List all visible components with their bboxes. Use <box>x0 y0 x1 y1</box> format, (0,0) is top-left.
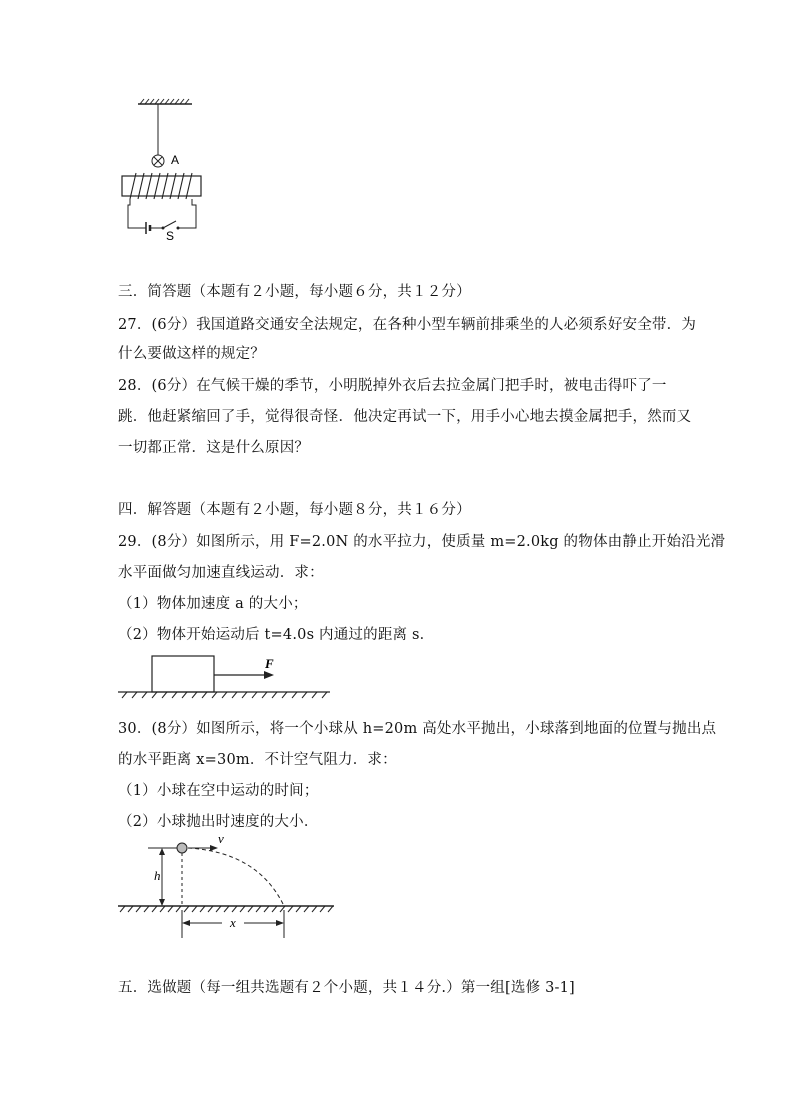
q30-line1: 30．(8分）如图所示，将一个小球从 h=20m 高处水平抛出，小球落到地面的位置与抛出点 <box>118 721 717 737</box>
distance-label: x <box>230 915 236 930</box>
solenoid-circuit-figure <box>110 95 220 245</box>
q27-line2: 什么要做这样的规定？ <box>118 346 265 362</box>
q28-line2: 跳．他赶紧缩回了手，觉得很奇怪．他决定再试一下，用手小心地去摸金属把手，然而又 <box>118 409 692 425</box>
switch-label: S <box>166 229 175 243</box>
block-force-figure <box>118 650 338 702</box>
q28-line3: 一切都正常．这是什么原因？ <box>118 440 310 456</box>
q27-line1: 27．(6分）我国道路交通安全法规定，在各种小型车辆前排乘坐的人必须系好安全带．为 <box>118 317 697 333</box>
q30-sub2: （2）小球抛出时速度的大小． <box>118 814 319 830</box>
q28-line1: 28．(6分）在气候干燥的季节，小明脱掉外衣后去拉金属门把手时，被电击得吓了一 <box>118 378 667 394</box>
section4-heading: 四．解答题（本题有２小题，每小题８分，共１６分） <box>118 502 471 518</box>
lamp-label: A <box>171 153 180 167</box>
section5-heading: 五．选做题（每一组共选题有２个小题，共１４分.）第一组[选修 3-1] <box>118 980 575 996</box>
force-label: F <box>265 656 274 671</box>
q29-line1: 29．(8分）如图所示，用 F=2.0N 的水平拉力，使质量 m=2.0kg 的物体由静止开始沿光滑 <box>118 534 726 550</box>
q30-sub1: （1）小球在空中运动的时间； <box>118 783 319 799</box>
velocity-label: v <box>218 831 224 846</box>
q30-line2: 的水平距离 x=30m．不计空气阻力．求： <box>118 752 397 768</box>
q29-sub2: （2）物体开始运动后 t=4.0s 内通过的距离 s． <box>118 627 435 643</box>
section3-heading: 三．简答题（本题有２小题，每小题６分，共１２分） <box>118 284 471 300</box>
projectile-figure <box>118 830 340 942</box>
height-label: h <box>154 868 161 883</box>
q29-line2: 水平面做匀加速直线运动．求： <box>118 565 324 581</box>
q29-sub1: （1）物体加速度 a 的大小； <box>118 596 308 612</box>
